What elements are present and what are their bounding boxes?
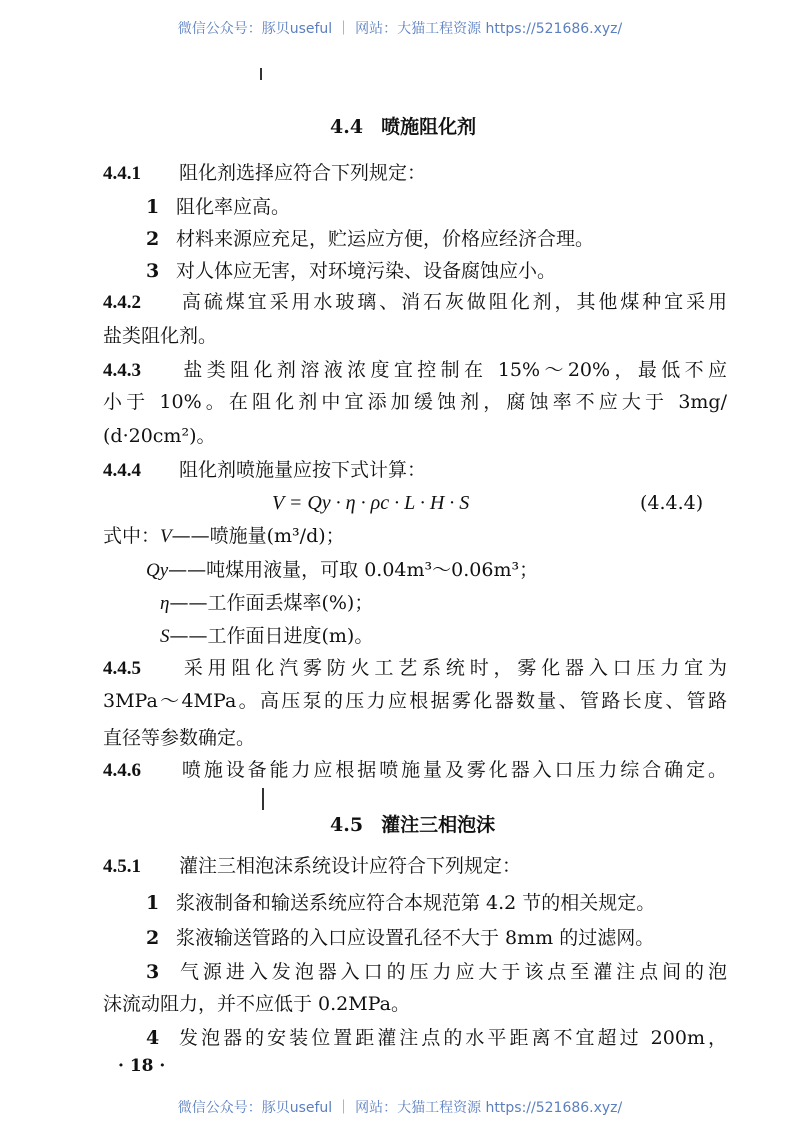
definition bbox=[146, 558, 538, 583]
item-text: 材料来源应充足，贮运应方便，价格应经济合理。 bbox=[176, 228, 595, 250]
scan-mark bbox=[260, 68, 262, 80]
clause-text: 阻化剂喷施量应按下式计算： bbox=[179, 459, 427, 481]
item-number: 1 bbox=[146, 196, 160, 218]
clause-number: 4.4.3 bbox=[103, 360, 141, 381]
clause-4-4-5 bbox=[103, 656, 727, 681]
section-title: 喷施阻化剂 bbox=[381, 116, 477, 138]
clause-4-5-1 bbox=[103, 854, 521, 879]
symbol: V bbox=[160, 526, 172, 547]
item-text: 对人体应无害，对环境污染、设备腐蚀应小。 bbox=[176, 260, 557, 282]
definition bbox=[160, 591, 373, 616]
item-text: 浆液制备和输送系统应符合本规范第 4.2 节的相关规定。 bbox=[176, 892, 656, 914]
item-text: 发泡器的安装位置距灌注点的水平距离不宜超过 200m， bbox=[176, 1027, 727, 1049]
list-item bbox=[146, 926, 654, 950]
clause-text-cont: 3MPa～4MPa。高压泵的压力应根据雾化器数量、管路长度、管路 bbox=[103, 690, 727, 712]
clause-text: 喷施设备能力应根据喷施量及雾化器入口压力综合确定。 bbox=[179, 759, 727, 781]
formula: V = Qy · η · ρc · L · H · S bbox=[272, 492, 470, 514]
section-heading-4-5 bbox=[330, 810, 495, 837]
clause-text-cont: 小于 10%。在阻化剂中宜添加缓蚀剂，腐蚀率不应大于 3mg/ bbox=[103, 391, 727, 413]
clause-number: 4.5.1 bbox=[103, 856, 141, 877]
item-number: 2 bbox=[146, 927, 160, 949]
formula-number: (4.4.4) bbox=[640, 492, 704, 514]
clause-text: 阻化剂选择应符合下列规定： bbox=[179, 162, 427, 184]
clause-4-4-1 bbox=[103, 161, 426, 186]
item-number: 3 bbox=[146, 260, 160, 282]
clause-4-4-2 bbox=[103, 290, 727, 315]
clause-4-4-3 bbox=[103, 358, 727, 383]
item-text: 浆液输送管路的入口应设置孔径不大于 8mm 的过滤网。 bbox=[176, 927, 655, 949]
list-item bbox=[146, 1026, 727, 1050]
watermark-bottom: 微信公众号：豚贝useful ｜ 网站：大猫工程资源 https://521686.xyz/ bbox=[177, 1100, 623, 1116]
section-title: 灌注三相泡沫 bbox=[381, 814, 496, 836]
item-text-cont: 沫流动阻力，并不应低于 0.2MPa。 bbox=[103, 993, 410, 1015]
clause-number: 4.4.4 bbox=[103, 460, 141, 481]
section-heading-4-4 bbox=[330, 112, 476, 139]
clause-text-cont: 盐类阻化剂。 bbox=[103, 325, 218, 347]
clause-text: 高硫煤宜采用水玻璃、消石灰做阻化剂，其他煤种宜采用 bbox=[179, 291, 727, 313]
clause-number: 4.4.2 bbox=[103, 292, 141, 313]
where-label: 式中： bbox=[103, 525, 161, 547]
item-number: 4 bbox=[146, 1027, 160, 1049]
item-number: 1 bbox=[146, 892, 160, 914]
clause-4-4-6 bbox=[103, 758, 727, 783]
clause-text-cont: 直径等参数确定。 bbox=[103, 727, 256, 749]
clause-number: 4.4.5 bbox=[103, 658, 141, 679]
item-number: 3 bbox=[146, 961, 160, 983]
definition-text: ——工作面日进度(m)。 bbox=[169, 625, 374, 647]
watermark-top: 微信公众号：豚贝useful ｜ 网站：大猫工程资源 https://521686.xyz/ bbox=[177, 21, 623, 37]
definition-text: ——吨煤用液量，可取 0.04m³～0.06m³； bbox=[168, 559, 539, 581]
definition-text: ——工作面丢煤率(%)； bbox=[169, 592, 374, 614]
item-text: 气源进入发泡器入口的压力应大于该点至灌注点间的泡 bbox=[176, 961, 727, 983]
definition bbox=[103, 524, 345, 549]
clause-number: 4.4.6 bbox=[103, 760, 141, 781]
clause-text: 采用阻化汽雾防火工艺系统时，雾化器入口压力宜为 bbox=[179, 657, 727, 679]
section-number: 4.5 bbox=[330, 814, 364, 836]
clause-text: 盐类阻化剂溶液浓度宜控制在 15%～20%，最低不应 bbox=[179, 359, 727, 381]
item-number: 2 bbox=[146, 228, 160, 250]
clause-4-4-4 bbox=[103, 458, 426, 483]
list-item bbox=[146, 227, 594, 251]
section-number: 4.4 bbox=[330, 116, 364, 138]
list-item bbox=[146, 259, 556, 283]
clause-number: 4.4.1 bbox=[103, 163, 141, 184]
scan-mark bbox=[262, 788, 264, 810]
item-text: 阻化率应高。 bbox=[176, 196, 291, 218]
page-number: · 18 · bbox=[118, 1056, 166, 1076]
list-item bbox=[146, 891, 655, 915]
symbol: Qy bbox=[146, 560, 169, 581]
list-item bbox=[146, 960, 727, 984]
clause-text: 灌注三相泡沫系统设计应符合下列规定： bbox=[179, 855, 522, 877]
symbol: S bbox=[160, 626, 170, 647]
symbol: η bbox=[160, 593, 170, 614]
clause-text-cont: (d·20cm²)。 bbox=[103, 425, 216, 447]
definition bbox=[160, 624, 373, 649]
definition-text: ——喷施量(m³/d)； bbox=[171, 525, 345, 547]
list-item bbox=[146, 195, 290, 219]
